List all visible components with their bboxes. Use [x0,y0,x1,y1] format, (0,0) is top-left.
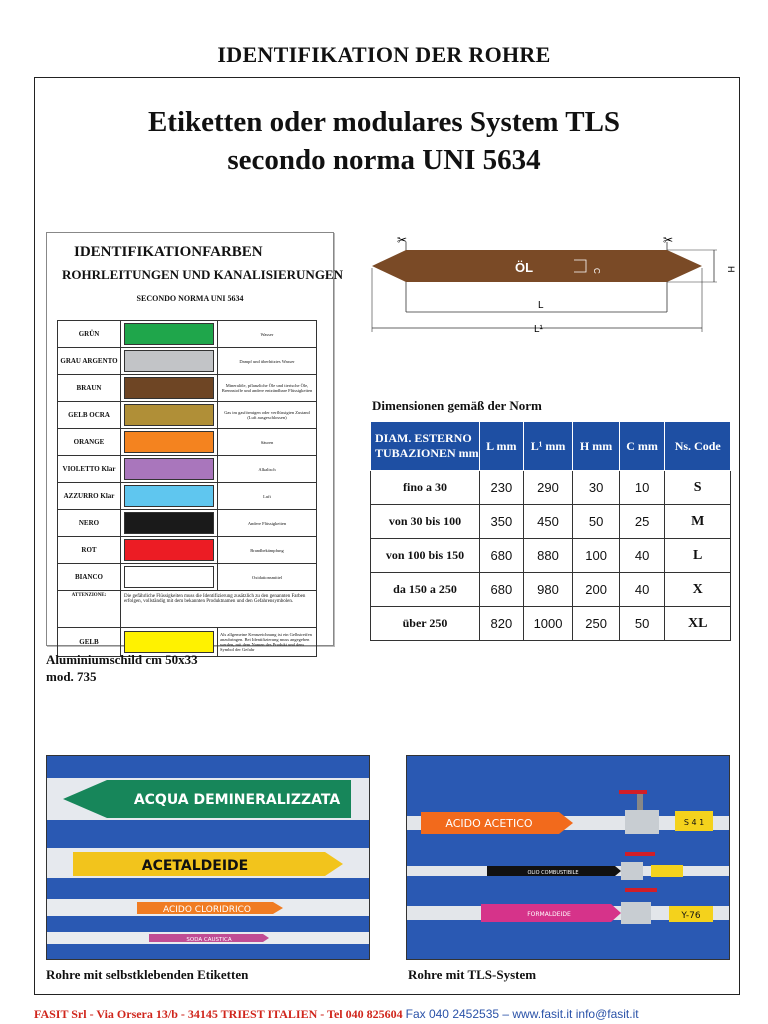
dim-value: 40 [619,539,665,573]
diagram-c: C [592,268,601,274]
card-norm: SECONDO NORMA UNI 5634 [136,294,244,303]
color-swatch [124,539,214,561]
color-swatch [124,377,214,399]
label-dimension-diagram [362,228,740,340]
diagram-l: L [538,300,544,311]
dim-value: 100 [573,539,619,573]
pipe-label-olio: OLIO COMBUSTIBILE [527,870,579,876]
diagram-h: H [726,266,736,273]
photo-adhesive-labels [46,755,370,960]
dim-value: 25 [619,505,665,539]
color-row [58,483,317,510]
color-description: Luft [218,483,317,510]
tag-s41: S 4 1 [683,818,705,827]
dim-range: über 250 [371,607,480,641]
pipe-label-acido-cloridrico: ACIDO CLORIDRICO [163,905,251,915]
dim-value: 450 [523,505,573,539]
svg-text:✂: ✂ [662,233,674,247]
dim-value: 200 [573,573,619,607]
dim-value: 10 [619,471,665,505]
dim-row [371,505,731,539]
dim-header: C mm [619,422,665,471]
diagram-l1: L¹ [534,324,543,335]
dim-header: L mm [480,422,524,471]
dim-range: fino a 30 [371,471,480,505]
color-description: Mineralöle, pflanzliche Öle und tierische Öle, Brennstoffe und andere entzündbare Flüssigkeiten [218,375,317,402]
dim-header: DIAM. ESTERNO TUBAZIONEN mm [371,422,480,471]
dim-range: von 30 bis 100 [371,505,480,539]
dim-range: von 100 bis 150 [371,539,480,573]
dim-value: 980 [523,573,573,607]
dim-value: 230 [480,471,524,505]
dim-value: 50 [619,607,665,641]
dim-value: 680 [480,573,524,607]
headline-line-1: Etiketten oder modulares System TLS [147,106,621,138]
attention-label: ATTENZIONE: [58,591,121,628]
dim-value: 40 [619,573,665,607]
pipe-label-formaldeide: FORMALDEIDE [527,911,571,918]
attention-text: Die gefährliche Flüssigkeiten muss die Identifizierung zusätzlich zu den genannten Farben erfolgen, vollständig mit dem bekannten Produktnamen und den Gefahrensymbolen. [121,591,317,628]
dim-value: 1000 [523,607,573,641]
page-title: IDENTIFIKATION DER ROHRE [217,42,551,67]
color-name: GRÜN [58,321,121,348]
photo-adhesive-labels-image [47,756,370,960]
photo-right-caption: Rohre mit TLS-System [408,967,537,982]
svg-text:✂: ✂ [396,233,408,247]
color-name: ORANGE [58,429,121,456]
dim-row [371,607,731,641]
color-name: GRAU ARGENTO [58,348,121,375]
diagram-label: ÖL [514,260,534,275]
color-description: Oxidationsmittel [218,564,317,591]
card-caption-1: Aluminiumschild cm 50x33 [46,652,198,667]
color-row [58,402,317,429]
color-description: Andere Flüssigkeiten [218,510,317,537]
color-swatch [124,350,214,372]
color-swatch [124,431,214,453]
dim-value: 350 [480,505,524,539]
color-row [58,510,317,537]
dim-code: L [665,539,731,573]
photo-tls-system [406,755,730,960]
footer-company: FASIT Srl - Via Orsera 13/b - 34145 TRIEST ITALIEN - Tel 040 825604 [34,1007,403,1021]
dim-value: 30 [573,471,619,505]
card-title: IDENTIFIKATIONFARBEN [74,244,263,260]
footer [34,1007,754,1022]
dim-row [371,471,731,505]
color-row [58,456,317,483]
color-name: AZZURRO Klar [58,483,121,510]
dim-row [371,539,731,573]
color-row [58,321,317,348]
color-swatch [124,404,214,426]
color-desc-gelb: Als allgemeine Kennzeichnung ist ein Gelbstreifen anzubringen. Bei Identifizierung muss angegeben werden, mit dem Namen des Produkt und dem Symbol der Gefahr [218,628,317,657]
dim-header: H mm [573,422,619,471]
color-name: GELB OCRA [58,402,121,429]
color-swatch [124,458,214,480]
color-row [58,537,317,564]
color-swatch [124,323,214,345]
color-row [58,375,317,402]
color-description: Dampf und überhitztes Wasser [218,348,317,375]
pipe-label-acqua: ACQUA DEMINERALIZZATA [133,792,341,808]
color-description: Wasser [218,321,317,348]
color-description: Brandbekämpfung [218,537,317,564]
color-description: Säuren [218,429,317,456]
card-caption-2: mod. 735 [46,669,97,684]
dim-value: 250 [573,607,619,641]
dimensions-table [370,421,731,641]
color-swatch [124,485,214,507]
color-name: BIANCO [58,564,121,591]
dim-header: Ns. Code [665,422,731,471]
dim-code: S [665,471,731,505]
dim-code: M [665,505,731,539]
dim-code: XL [665,607,731,641]
dim-header: L¹ mm [523,422,573,471]
dimensions-title: Dimensionen gemäß der Norm [372,398,542,413]
photo-left-caption: Rohre mit selbstklebenden Etiketten [46,967,249,982]
color-name: NERO [58,510,121,537]
footer-contact: Fax 040 2452535 – www.fasit.it info@fasit.it [405,1007,639,1021]
dim-value: 880 [523,539,573,573]
pipe-label-acido-acetico: ACIDO ACETICO [445,817,533,830]
headline-line-2: secondo norma UNI 5634 [227,144,541,176]
label-shape [372,250,702,282]
color-row [58,429,317,456]
swatch-gelb [124,631,214,653]
scissors-left-icon [397,233,407,247]
dim-value: 680 [480,539,524,573]
color-row [58,564,317,591]
color-name-gelb: GELB [58,628,121,657]
pipe-label-soda-caustica: SODA CAUSTICA [186,937,232,943]
dim-range: da 150 a 250 [371,573,480,607]
dim-value: 50 [573,505,619,539]
color-description: Gas im gasförmigen oder verflüssigten Zustand (Luft ausgeschlossen) [218,402,317,429]
pipe-label-acetaldeide: ACETALDEIDE [141,858,249,874]
dim-value: 290 [523,471,573,505]
color-name: ROT [58,537,121,564]
color-description: Alkalisch [218,456,317,483]
dim-value: 820 [480,607,524,641]
color-table [57,320,317,657]
color-row [58,348,317,375]
color-swatch [124,566,214,588]
tag-y76: Y-76 [681,911,701,921]
dim-row [371,573,731,607]
color-name: BRAUN [58,375,121,402]
card-subtitle: ROHRLEITUNGEN UND KANALISIERUNGEN [62,267,343,282]
color-name: VIOLETTO Klar [58,456,121,483]
color-swatch [124,512,214,534]
scissors-right-icon [663,233,673,247]
dim-code: X [665,573,731,607]
photo-tls-system-image [407,756,730,960]
